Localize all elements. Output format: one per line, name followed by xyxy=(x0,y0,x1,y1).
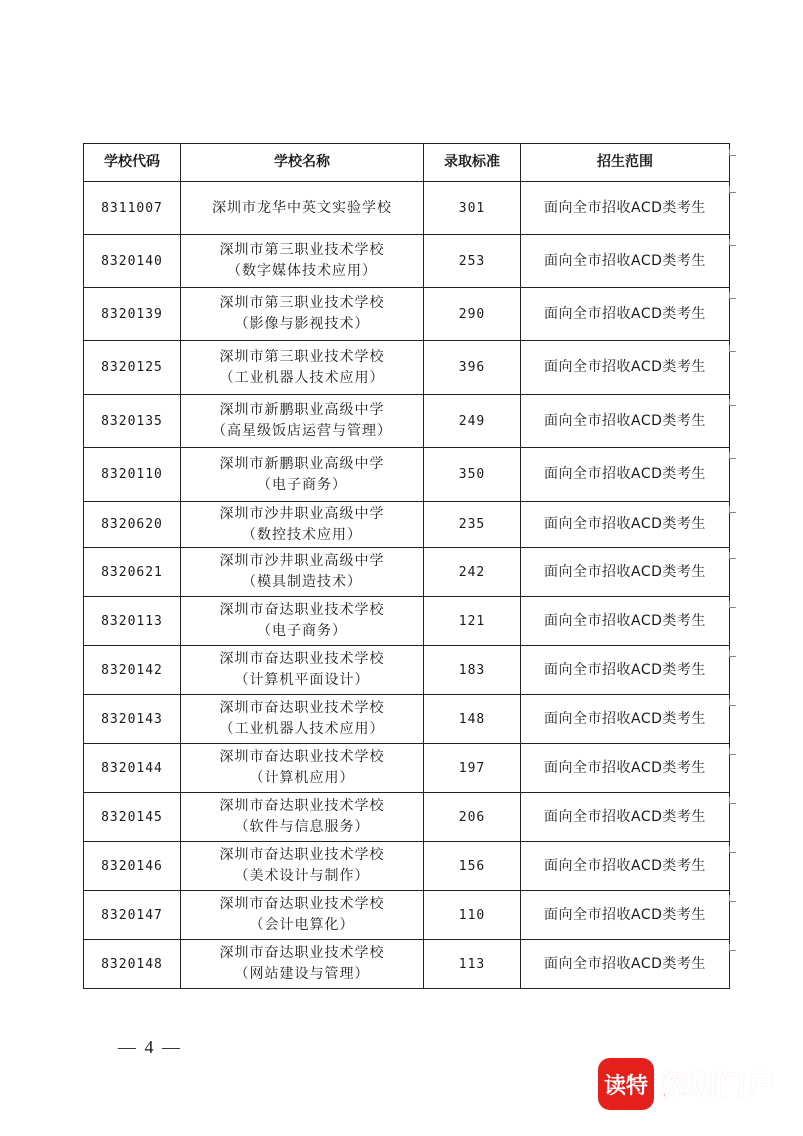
cell-school-name xyxy=(181,395,424,448)
cell-school-code: 8320144 xyxy=(84,744,181,793)
school-major-line: （工业机器人技术应用） xyxy=(219,721,385,737)
cell-school-name xyxy=(181,940,424,989)
logo-text: 深圳门户 xyxy=(660,1069,777,1102)
school-name-line: 深圳市第三职业技术学校 xyxy=(219,242,385,258)
header-school-name: 学校名称 xyxy=(181,144,424,182)
cell-school-code: 8320110 xyxy=(84,448,181,502)
page-number: — 4 — xyxy=(118,1037,182,1057)
school-name-line: 深圳市新鹏职业高级中学 xyxy=(219,455,385,472)
cell-enrollment-scope: 面向全市招收ACD类考生 xyxy=(521,341,730,395)
school-major-line: （影像与影视技术） xyxy=(234,316,370,332)
paragraph-mark-icon xyxy=(729,944,736,951)
cell-school-code: 8320135 xyxy=(84,395,181,448)
paragraph-mark-icon xyxy=(729,239,736,246)
school-name-line: 深圳市奋达职业技术学校 xyxy=(219,798,385,814)
header-enrollment-scope: 招生范围 xyxy=(521,144,730,182)
cell-school-code: 8320620 xyxy=(84,502,181,548)
school-major-line: （软件与信息服务） xyxy=(234,819,370,835)
school-name-line: 深圳市沙井职业高级中学 xyxy=(219,553,385,569)
cell-school-name xyxy=(181,502,424,548)
school-major-line: （计算机应用） xyxy=(249,770,355,786)
table-row xyxy=(84,502,730,548)
table-header-row xyxy=(84,144,730,182)
cell-school-code: 8320139 xyxy=(84,288,181,341)
school-name-line: 深圳市奋达职业技术学校 xyxy=(219,602,385,618)
cell-school-code: 8320145 xyxy=(84,793,181,842)
paragraph-mark-icon xyxy=(729,650,736,657)
cell-school-name xyxy=(181,288,424,341)
cell-school-code: 8311007 xyxy=(84,182,181,235)
cell-school-name xyxy=(181,597,424,646)
cell-school-code: 8320143 xyxy=(84,695,181,744)
paragraph-mark-icon xyxy=(729,601,736,608)
paragraph-mark-icon xyxy=(729,149,736,156)
cell-school-name xyxy=(181,891,424,940)
table-row xyxy=(84,182,730,235)
paragraph-mark-icon xyxy=(729,699,736,706)
school-name-line: 深圳市奋达职业技术学校 xyxy=(219,847,385,863)
school-name-line: 深圳市龙华中英文实验学校 xyxy=(212,199,392,216)
cell-admission-score: 206 xyxy=(424,793,521,842)
cell-school-name xyxy=(181,695,424,744)
school-major-line: （电子商务） xyxy=(257,476,347,493)
header-admission-score: 录取标准 xyxy=(424,144,521,182)
cell-admission-score: 197 xyxy=(424,744,521,793)
paragraph-mark-icon xyxy=(729,797,736,804)
cell-enrollment-scope: 面向全市招收ACD类考生 xyxy=(521,891,730,940)
cell-admission-score: 301 xyxy=(424,182,521,235)
logo-mark: 读特 xyxy=(598,1058,654,1110)
cell-enrollment-scope: 面向全市招收ACD类考生 xyxy=(521,744,730,793)
paragraph-mark-icon xyxy=(729,506,736,513)
school-name-line: 深圳市奋达职业技术学校 xyxy=(219,896,385,912)
paragraph-mark-icon xyxy=(729,846,736,853)
cell-admission-score: 396 xyxy=(424,341,521,395)
school-major-line: （网站建设与管理） xyxy=(234,966,370,982)
table-row xyxy=(84,597,730,646)
cell-admission-score: 148 xyxy=(424,695,521,744)
school-name-line: 深圳市新鹏职业高级中学 xyxy=(219,402,385,418)
cell-admission-score: 350 xyxy=(424,448,521,502)
cell-enrollment-scope: 面向全市招收ACD类考生 xyxy=(521,597,730,646)
school-name-line: 深圳市第三职业技术学校 xyxy=(219,295,385,311)
header-school-code: 学校代码 xyxy=(84,144,181,182)
cell-enrollment-scope: 面向全市招收ACD类考生 xyxy=(521,646,730,695)
paragraph-mark-icon xyxy=(729,748,736,755)
cell-school-name xyxy=(181,341,424,395)
table-row xyxy=(84,341,730,395)
cell-enrollment-scope: 面向全市招收ACD类考生 xyxy=(521,395,730,448)
cell-school-code: 8320148 xyxy=(84,940,181,989)
cell-enrollment-scope: 面向全市招收ACD类考生 xyxy=(521,940,730,989)
school-major-line: （工业机器人技术应用） xyxy=(219,369,385,386)
cell-admission-score: 110 xyxy=(424,891,521,940)
cell-school-name xyxy=(181,646,424,695)
watermark-logo xyxy=(598,1058,776,1110)
cell-school-code: 8320140 xyxy=(84,235,181,288)
paragraph-mark-icon xyxy=(729,345,736,352)
cell-school-code: 8320621 xyxy=(84,548,181,597)
paragraph-mark-icon xyxy=(729,186,736,193)
table-row xyxy=(84,695,730,744)
school-major-line: （数字媒体技术应用） xyxy=(227,263,377,279)
table-body xyxy=(84,182,730,989)
table-row xyxy=(84,548,730,597)
admission-table-container xyxy=(83,143,729,989)
cell-admission-score: 183 xyxy=(424,646,521,695)
table-row xyxy=(84,744,730,793)
table-row xyxy=(84,940,730,989)
cell-school-name xyxy=(181,842,424,891)
cell-school-name xyxy=(181,744,424,793)
table-row xyxy=(84,288,730,341)
paragraph-mark-icon xyxy=(729,292,736,299)
table-row xyxy=(84,891,730,940)
cell-school-code: 8320147 xyxy=(84,891,181,940)
table-row xyxy=(84,235,730,288)
school-name-line: 深圳市第三职业技术学校 xyxy=(219,348,385,365)
school-major-line: （计算机平面设计） xyxy=(234,672,370,688)
cell-admission-score: 242 xyxy=(424,548,521,597)
cell-admission-score: 121 xyxy=(424,597,521,646)
table-row xyxy=(84,646,730,695)
cell-enrollment-scope: 面向全市招收ACD类考生 xyxy=(521,235,730,288)
cell-admission-score: 249 xyxy=(424,395,521,448)
paragraph-mark-icon xyxy=(729,452,736,459)
cell-school-code: 8320146 xyxy=(84,842,181,891)
cell-school-name xyxy=(181,182,424,235)
paragraph-mark-icon xyxy=(729,895,736,902)
school-name-line: 深圳市奋达职业技术学校 xyxy=(219,749,385,765)
cell-school-name xyxy=(181,235,424,288)
school-major-line: （高星级饭店运营与管理） xyxy=(212,423,392,439)
cell-enrollment-scope: 面向全市招收ACD类考生 xyxy=(521,502,730,548)
cell-school-code: 8320142 xyxy=(84,646,181,695)
school-name-line: 深圳市奋达职业技术学校 xyxy=(219,700,385,716)
cell-enrollment-scope: 面向全市招收ACD类考生 xyxy=(521,448,730,502)
cell-school-code: 8320113 xyxy=(84,597,181,646)
cell-enrollment-scope: 面向全市招收ACD类考生 xyxy=(521,288,730,341)
cell-school-name xyxy=(181,793,424,842)
cell-admission-score: 235 xyxy=(424,502,521,548)
cell-enrollment-scope: 面向全市招收ACD类考生 xyxy=(521,793,730,842)
school-major-line: （会计电算化） xyxy=(249,917,355,933)
cell-school-code: 8320125 xyxy=(84,341,181,395)
cell-admission-score: 113 xyxy=(424,940,521,989)
cell-enrollment-scope: 面向全市招收ACD类考生 xyxy=(521,695,730,744)
school-major-line: （电子商务） xyxy=(257,623,347,639)
cell-enrollment-scope: 面向全市招收ACD类考生 xyxy=(521,548,730,597)
admission-table xyxy=(83,143,730,989)
paragraph-mark-icon xyxy=(729,399,736,406)
cell-admission-score: 156 xyxy=(424,842,521,891)
school-name-line: 深圳市奋达职业技术学校 xyxy=(219,945,385,961)
cell-admission-score: 290 xyxy=(424,288,521,341)
table-row xyxy=(84,448,730,502)
cell-admission-score: 253 xyxy=(424,235,521,288)
school-major-line: （美术设计与制作） xyxy=(234,868,370,884)
table-row xyxy=(84,395,730,448)
paragraph-mark-icon xyxy=(729,552,736,559)
table-row xyxy=(84,793,730,842)
school-major-line: （数控技术应用） xyxy=(242,526,362,543)
school-major-line: （模具制造技术） xyxy=(242,574,362,590)
cell-school-name xyxy=(181,448,424,502)
table-row xyxy=(84,842,730,891)
cell-school-name xyxy=(181,548,424,597)
cell-enrollment-scope: 面向全市招收ACD类考生 xyxy=(521,182,730,235)
school-name-line: 深圳市沙井职业高级中学 xyxy=(219,505,385,522)
school-name-line: 深圳市奋达职业技术学校 xyxy=(219,651,385,667)
cell-enrollment-scope: 面向全市招收ACD类考生 xyxy=(521,842,730,891)
